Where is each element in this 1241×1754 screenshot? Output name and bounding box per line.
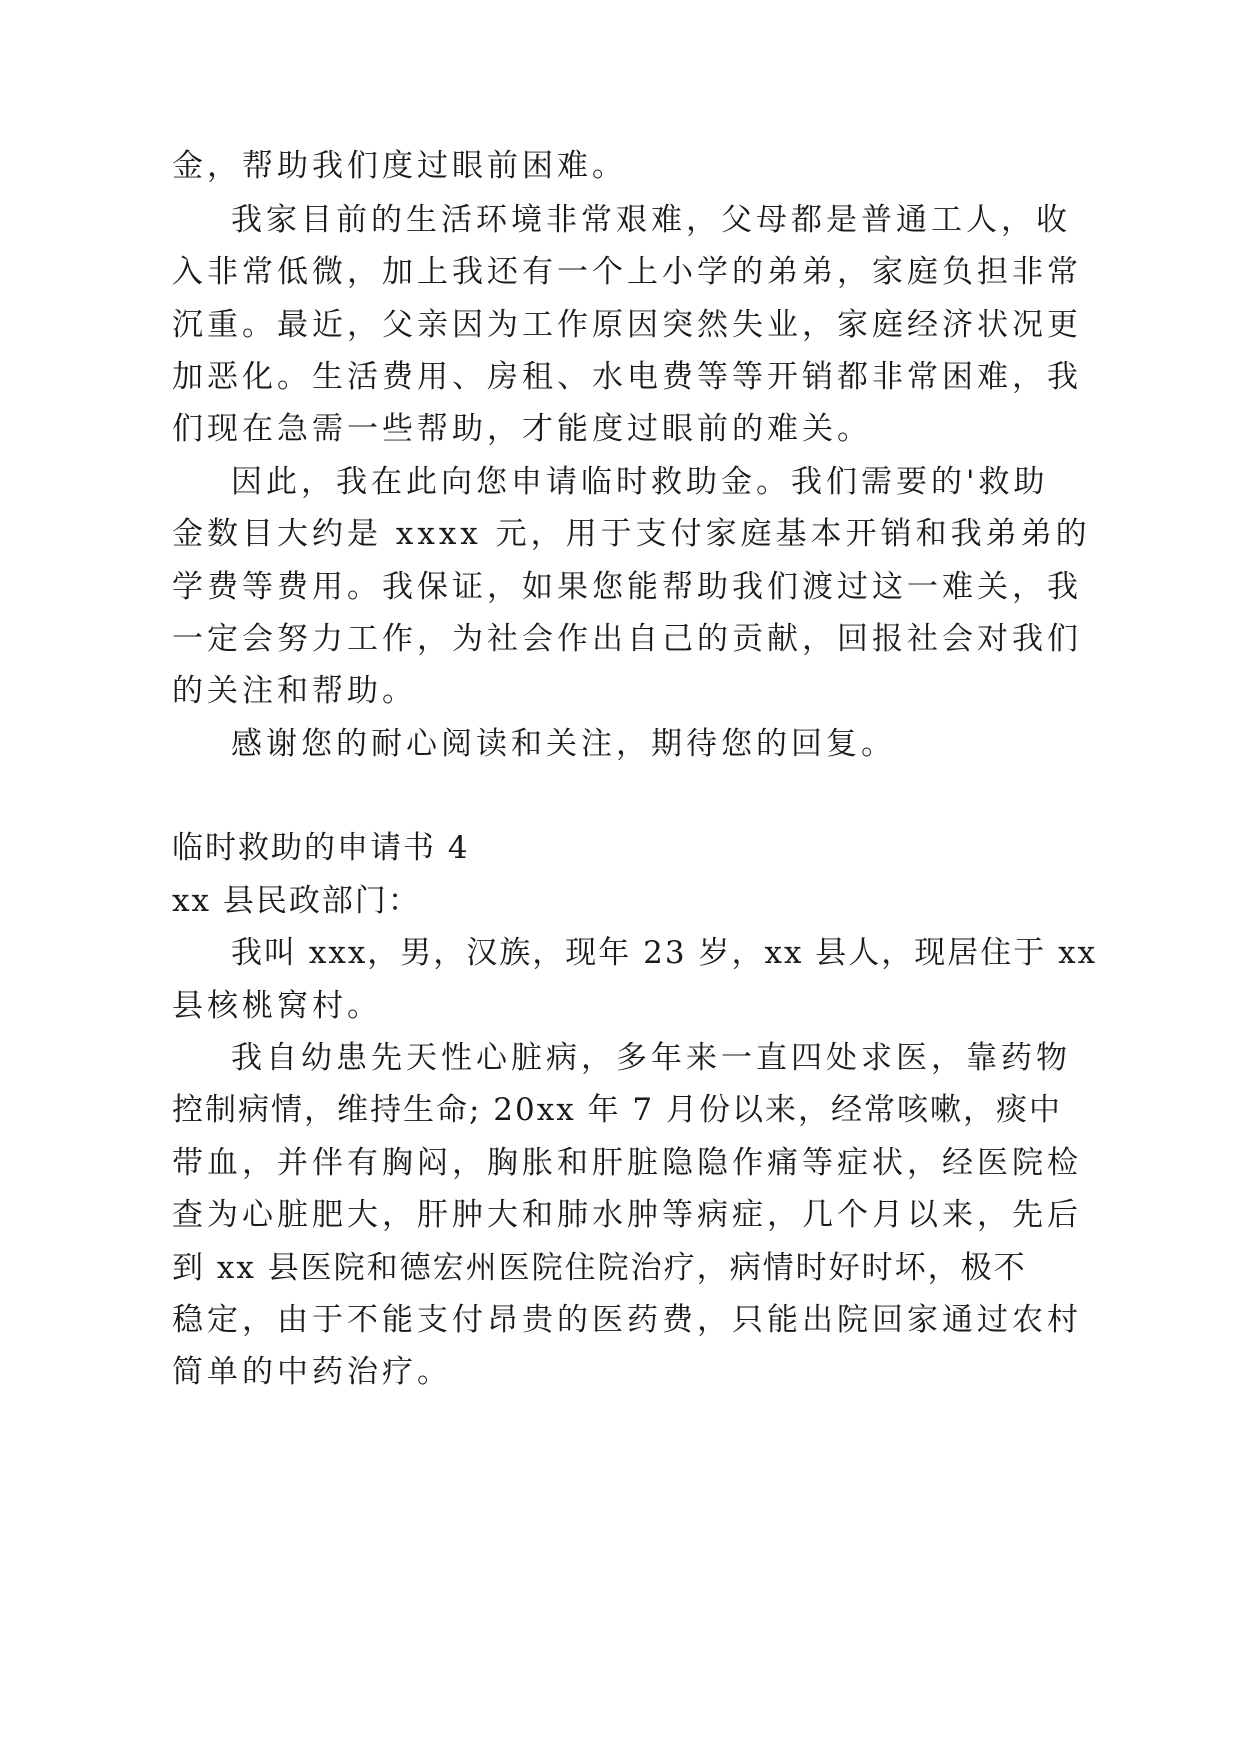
text-line: 到 xx 县医院和德宏州医院住院治疗，病情时好时坏，极不 <box>172 1250 1027 1286</box>
text-line: 金，帮助我们度过眼前困难。 <box>172 148 627 184</box>
text-line: 控制病情，维持生命; 20xx 年 7 月份以来，经常咳嗽，痰中 <box>172 1092 1062 1128</box>
text-line: 我自幼患先天性心脏病，多年来一直四处求医，靠药物 <box>231 1040 1071 1076</box>
text-line: 沉重。最近，父亲因为工作原因突然失业，家庭经济状况更 <box>172 307 1082 343</box>
text-line: 我家目前的生活环境非常艰难，父母都是普通工人，收 <box>231 202 1071 238</box>
text-line: 因此，我在此向您申请临时救助金。我们需要的'救助 <box>231 464 1049 500</box>
text-line: 县核桃窝村。 <box>172 988 382 1024</box>
text-line: 学费等费用。我保证，如果您能帮助我们渡过这一难关，我 <box>172 569 1082 605</box>
text-line: 金数目大约是 xxxx 元，用于支付家庭基本开销和我弟弟的 <box>172 516 1091 552</box>
text-line: 们现在急需一些帮助，才能度过眼前的难关。 <box>172 411 872 447</box>
text-line: 一定会努力工作，为社会作出自己的贡献，回报社会对我们 <box>172 621 1082 657</box>
text-line: 感谢您的耐心阅读和关注，期待您的回复。 <box>231 726 896 762</box>
text-line: 入非常低微，加上我还有一个上小学的弟弟，家庭负担非常 <box>172 254 1082 290</box>
text-line: 我叫 xxx，男，汉族，现年 23 岁，xx 县人，现居住于 xx <box>231 935 1098 971</box>
addressee: xx 县民政部门： <box>172 883 421 919</box>
text-line: 带血，并伴有胸闷，胸胀和肝脏隐隐作痛等症状，经医院检 <box>172 1145 1082 1181</box>
text-line: 稳定，由于不能支付昂贵的医药费，只能出院回家通过农村 <box>172 1302 1082 1338</box>
text-line: 查为心脏肥大，肝肿大和肺水肿等病症，几个月以来，先后 <box>172 1197 1082 1233</box>
text-line: 简单的中药治疗。 <box>172 1354 452 1390</box>
text-line: 的关注和帮助。 <box>172 673 417 709</box>
section-title: 临时救助的申请书 4 <box>172 830 470 866</box>
text-line: 加恶化。生活费用、房租、水电费等等开销都非常困难，我 <box>172 359 1082 395</box>
